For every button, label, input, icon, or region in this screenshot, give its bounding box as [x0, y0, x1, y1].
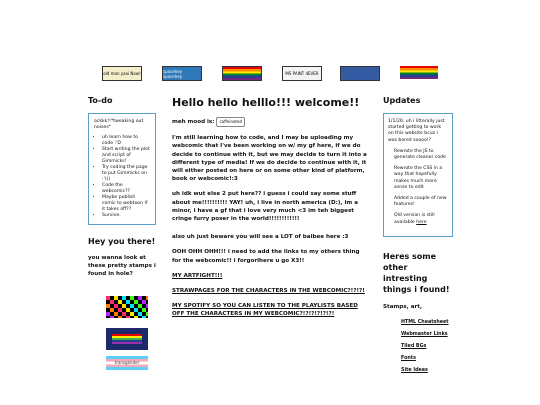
update-item: Added a couple of new features!	[394, 196, 447, 208]
spotify-link[interactable]: MY SPOTIFY SO YOU CAN LISTEN TO THE PLAYLISTS BASED OFF THE CHARACTERS IN MY WEBCOMIC?!?!?!?!?!?!	[172, 303, 358, 318]
strawpages-link[interactable]: STRAWPAGES FOR THE CHARACTERS IN THE WEBCOMIC?!?!?!	[172, 288, 365, 295]
stamp-blue[interactable]	[340, 66, 380, 81]
todo-item: • uh learn how to code :'D	[102, 135, 150, 147]
todo-intro: ackkk!!*tweaking out noises*	[94, 119, 144, 130]
site-ideas-link[interactable]: Site Ideas	[401, 367, 428, 373]
artfight-link[interactable]: MY ARTFIGHT!!!	[172, 272, 223, 279]
todo-item: • Start writing the plot and script of Gimmicks!	[102, 147, 150, 165]
tiled-bgs-link[interactable]: Tiled BGs	[401, 343, 427, 349]
about-paragraph: uh idk wut else 2 put here?? i guess i could say some stuff about me!!!!!!!!!! YAY! uh, i live in north america (D:), im a minor, i have a gf that i love very much <3 im teh biggest cringe furry poser in the world!!!!!!!!!!!!	[172, 191, 358, 223]
stamp-old-man-yaoi[interactable]: old man yaoi Now!	[102, 66, 142, 81]
hey-text: you wanna look at these pretty stamps i found in hole?	[88, 255, 156, 277]
main-column	[172, 96, 370, 326]
heres-title: Heres some other intresting things i found!	[383, 251, 450, 294]
hey-title: Hey you there!	[88, 237, 156, 246]
stamp-ms-paint[interactable]: MS PAINT 4EVER	[282, 66, 322, 81]
update-item: Rewrote the JS to generate cleaner code	[394, 148, 446, 161]
todo-item: • Try coding the page to put Gimmicks on :')))	[102, 165, 150, 183]
stamp-nyan[interactable]	[222, 66, 262, 81]
old-version-link[interactable]: here	[416, 219, 427, 225]
stamp-column	[106, 296, 156, 370]
balbee-paragraph: also uh just beware you will see a LOT of balbee here :3	[172, 234, 349, 241]
update-item: Rewrote the CSS in a way that hopefully makes much more sense to edit	[394, 166, 443, 190]
mood-badge: caffeinated	[216, 117, 245, 127]
updates-list	[388, 149, 448, 226]
transgender-stamp[interactable]: transgender	[106, 356, 148, 370]
todo-box	[88, 113, 156, 225]
stamp-row	[0, 66, 540, 80]
mood-label: meh mood is:	[172, 119, 215, 125]
mood-line	[172, 117, 370, 127]
links-intro: OOH OHH OHH!!! i need to add the links to my others thing for the webcomic!! i forgorlhere u go X3!!	[172, 249, 360, 264]
todo-item: • Survive.	[102, 213, 150, 219]
todo-list	[94, 135, 150, 219]
page-title: Hello hello helllo!!! welcome!!	[172, 96, 360, 109]
left-column	[88, 96, 156, 370]
stamp-spacehey[interactable]: spacehey spacehey	[162, 66, 202, 81]
html-cheatsheet-link[interactable]: HTML Cheatsheet	[401, 319, 449, 325]
updates-title: Updates	[383, 96, 421, 105]
todo-title: To-do	[88, 96, 113, 105]
todo-item: • Code the webcomic??	[102, 183, 150, 195]
right-column	[383, 96, 453, 380]
updates-box	[383, 113, 453, 237]
intro-paragraph: I'm still learning how to code, and I may be uploading my webcomic that I've been working on w/ my gf here, if we do decide to continue with it, but we may decide to turn it into a different type of media! If we do decide to continue with it, it will either posted on here or on some other kind of platform, book or webcomic!:3	[172, 135, 367, 183]
checker-stamp[interactable]	[106, 296, 148, 318]
update-item: Old version is still available here	[394, 213, 435, 225]
resource-links	[383, 320, 453, 373]
nyan-stamp[interactable]	[106, 328, 148, 350]
update-intro: 1/1/26: uh i litterally just started getting to work on this website bcuz i was bored soooo!?	[388, 119, 445, 143]
webmaster-links-link[interactable]: Webmaster Links	[401, 331, 448, 337]
stamps-art-label: Stamps, art,	[383, 303, 423, 310]
todo-item: • Maybe publish comic to webtoon if it takes off??	[102, 195, 150, 213]
stamp-rainbow-flag[interactable]	[400, 66, 438, 79]
fonts-link[interactable]: Fonts	[401, 355, 416, 361]
